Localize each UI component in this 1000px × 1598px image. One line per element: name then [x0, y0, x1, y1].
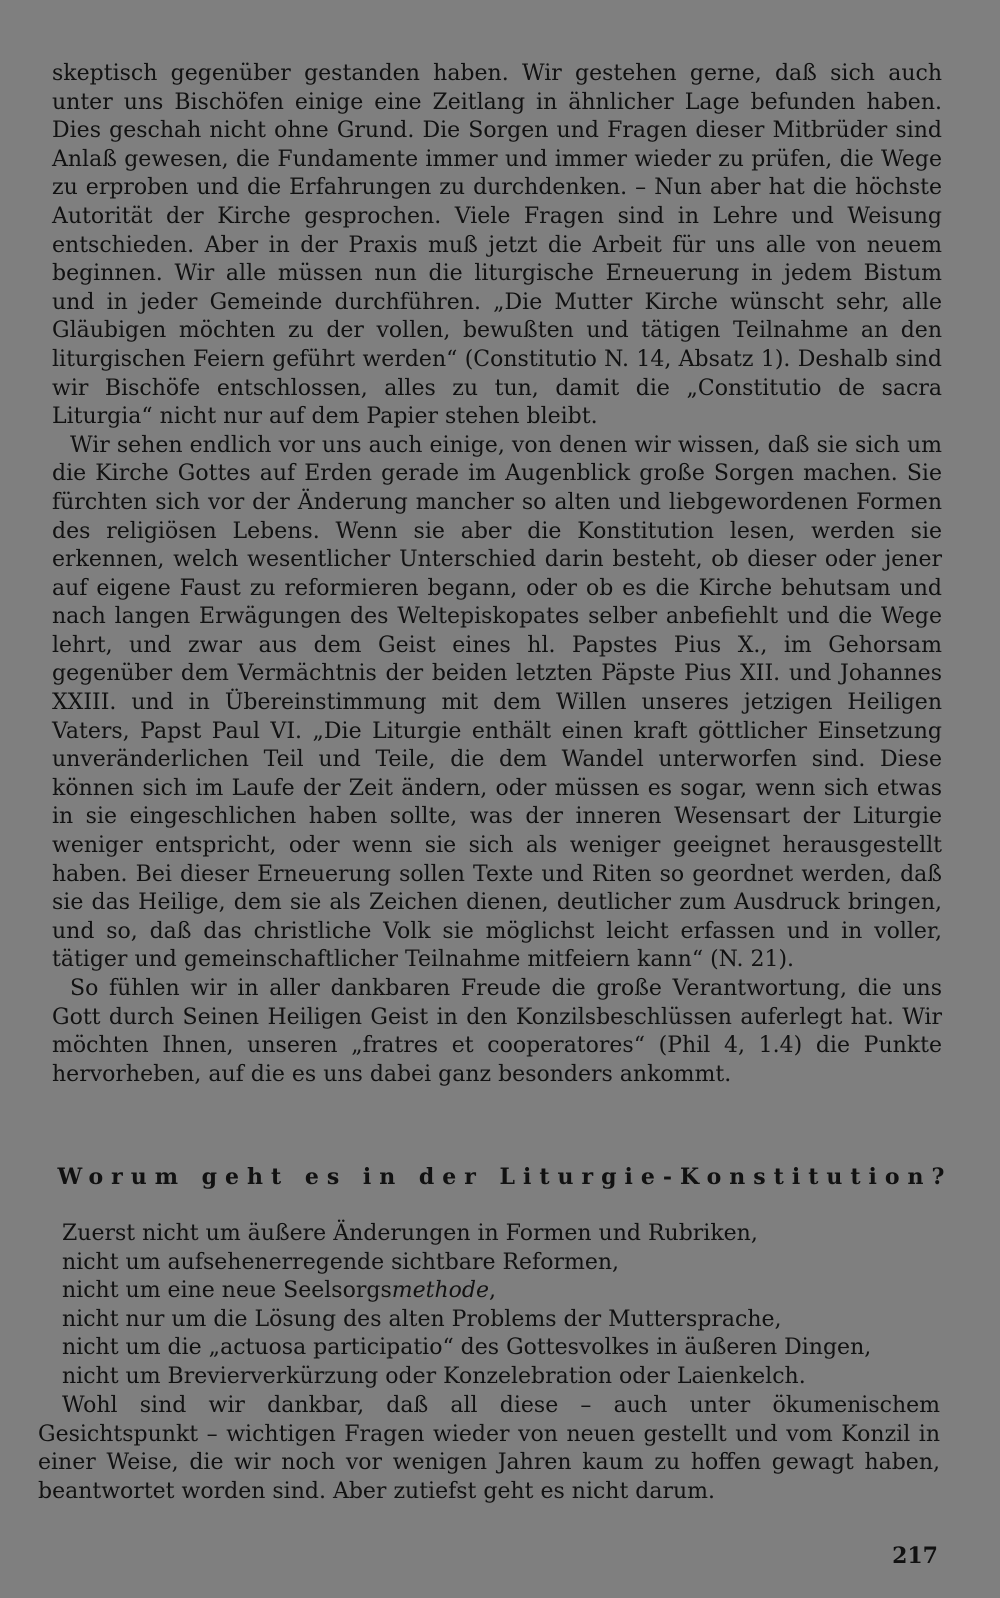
body-text	[52, 60, 942, 1089]
paragraph-2: Wir sehen endlich vor uns auch einige, von denen wir wissen, daß sie sich um die Kirche Gottes auf Erden gerade im Augenblick große Sorgen machen. Sie fürchten sich vor der Änderung mancher so alten und liebgewordenen Formen des religiösen Lebens. Wenn sie aber die Konstitution lesen, werden sie erkennen, welch wesentlicher Unterschied darin besteht, ob dieser oder jener auf eigene Faust zu reformieren begann, oder ob es die Kirche behutsam und nach langen Erwägungen des Weltepiskopates selber anbefiehlt und die Wege lehrt, und zwar aus dem Geist eines hl. Papstes Pius X., im Gehorsam gegenüber dem Vermächtnis der beiden letzten Päpste Pius XII. und Johannes XXIII. und in Übereinstimmung mit dem Willen unseres jetzigen Heiligen Vaters, Papst Paul VI. „Die Liturgie enthält einen kraft göttlicher Einsetzung unveränderlichen Teil und Teile, die dem Wandel unterworfen sind. Diese können sich im Laufe der Zeit ändern, oder müssen es sogar, wenn sich etwas in sie eingeschlichen haben sollte, was der inneren Wesensart der Liturgie weniger entspricht, oder wenn sie sich als weniger geeignet herausgestellt haben. Bei dieser Erneuerung sollen Texte und Riten so geordnet werden, daß sie das Heilige, dem sie als Zeichen dienen, deutlicher zum Ausdruck bringen, und so, daß das christliche Volk sie möglichst leicht erfassen und in voller, tätiger und gemeinschaftlicher Teilnahme mitfeiern kann“ (N. 21).	[52, 432, 942, 973]
page-number: 217	[892, 1543, 938, 1569]
paragraph-1: skeptisch gegenüber gestanden haben. Wir gestehen gerne, daß sich auch unter uns Bischöfen einige eine Zeitlang in ähnlicher Lage befunden haben. Dies geschah nicht ohne Grund. Die Sorgen und Fragen dieser Mitbrüder sind Anlaß gewesen, die Fundamente immer und immer wieder zu prüfen, die Wege zu erproben und die Erfahrungen zu durchdenken. – Nun aber hat die höchste Autorität der Kirche gesprochen. Viele Fragen sind in Lehre und Weisung entschieden. Aber in der Praxis muß jetzt die Arbeit für uns alle von neuem beginnen. Wir alle müssen nun die liturgische Erneuerung in jedem Bistum und in jeder Gemeinde durchführen. „Die Mutter Kirche wünscht sehr, alle Gläubigen möchten zu der vollen, bewußten und tätigen Teilnahme an den liturgischen Feiern geführt werden“ (Constitutio N. 14, Absatz 1). Deshalb sind wir Bischöfe entschlossen, alles zu tun, damit die „Constitutio de sacra Liturgia“ nicht nur auf dem Papier stehen bleibt.	[52, 61, 942, 430]
closing-text	[38, 1392, 940, 1506]
list-line-2: nicht um aufsehenerregende sichtbare Reformen,	[62, 1249, 620, 1275]
negation-list	[62, 1220, 942, 1392]
list-line-3	[62, 1277, 942, 1306]
section-heading: Worum geht es in der Liturgie-Konstitution?	[57, 1164, 953, 1190]
list-line-3-text: nicht um eine neue Seelsorgs	[62, 1278, 392, 1304]
list-line-3-trailing: ,	[488, 1278, 496, 1304]
list-line-5: nicht um die „actuosa participatio“ des Gottesvolkes in äußeren Dingen,	[62, 1335, 872, 1361]
list-line-4: nicht nur um die Lösung des alten Problems der Muttersprache,	[62, 1306, 782, 1332]
paragraph-3: So fühlen wir in aller dankbaren Freude die große Verantwortung, die uns Gott durch Seinen Heiligen Geist in den Konzilsbeschlüssen auferlegt hat. Wir möchten Ihnen, unseren „fratres et cooperatores“ (Phil 4, 1.4) die Punkte hervorheben, auf die es uns dabei ganz besonders ankommt.	[52, 976, 942, 1087]
list-line-6: nicht um Brevierverkürzung oder Konzelebration oder Laienkelch.	[62, 1363, 806, 1389]
list-line-1: Zuerst nicht um äußere Änderungen in Formen und Rubriken,	[62, 1221, 758, 1246]
italic-word: methode	[391, 1278, 489, 1304]
closing-paragraph: Wohl sind wir dankbar, daß all diese – auch unter ökumenischem Gesichtspunkt – wichtigen Fragen wieder von neuen gestellt und vom Konzil in einer Weise, die wir noch vor wenigen Jahren kaum zu hoffen gewagt haben, beantwortet worden sind. Aber zutiefst geht es nicht darum.	[38, 1393, 940, 1504]
